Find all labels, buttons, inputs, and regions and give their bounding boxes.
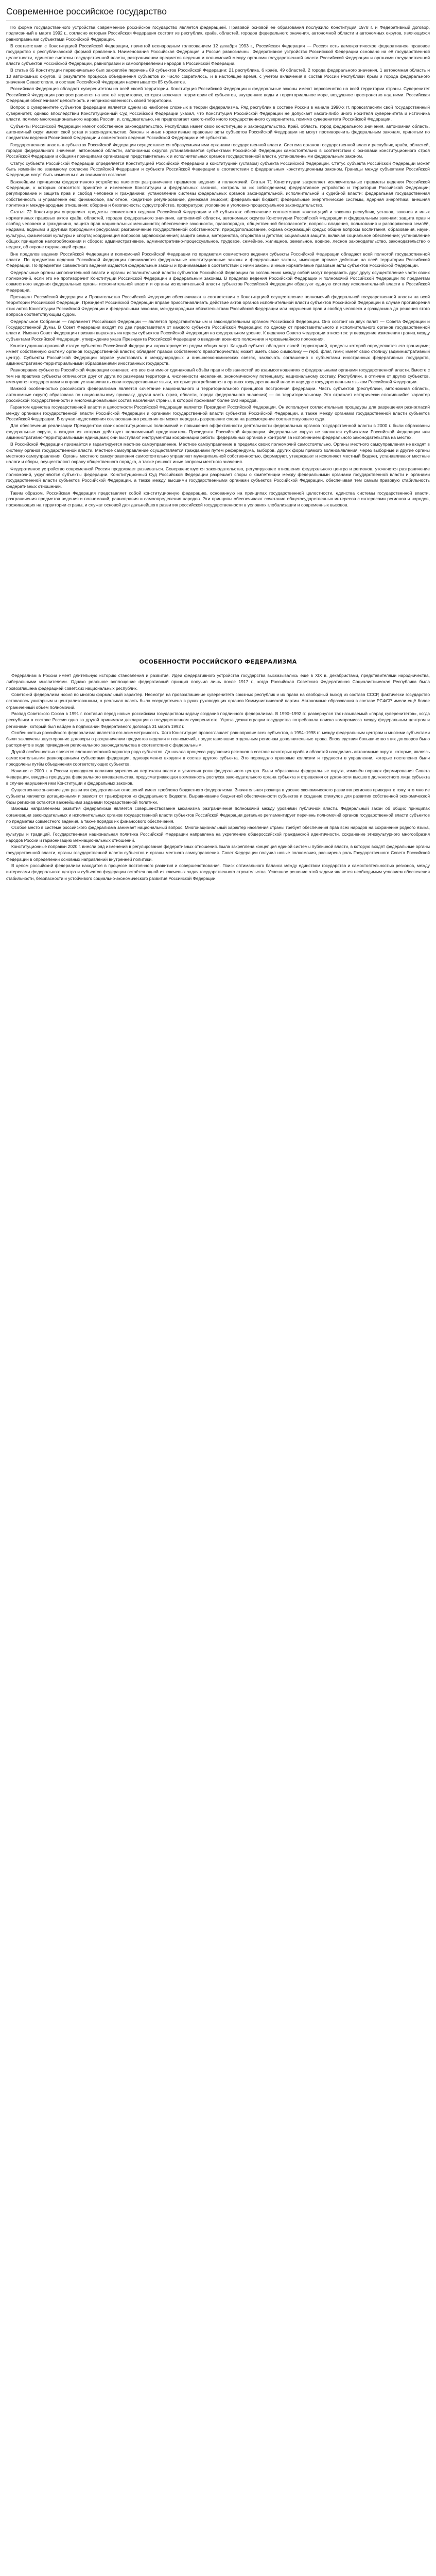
paragraph: Важнейшим принципом федеративного устройства является разграничение предметов ведения и полномочий. Статья 71 Конституции закрепляет исключительные предметы ведения Российской Федерации, к которым относятся: принятие и изменение Конституции и федеральных законов, контроль за их соблюдением; федеративное устройство и территория Российской Федерации; регулирование и защита прав и свобод человека и гражданина; установление системы федеральных органов законодательной, исполнительной и судебной власти; федеральная государственная собственность и управление ею; финансовое, валютное, кредитное регулирование, денежная эмиссия; федеральный бюджет; федеральные энергетические системы, ядерная энергетика; внешняя политика и международные отношения; оборона и безопасность; судоустройство, прокуратура; уголовное и уголовно-процессуальное законодательство. xyxy=(6,179,430,208)
paragraph: В статье 65 Конституции первоначально был закреплён перечень 89 субъектов Российской Федерации: 21 республика, 6 краёв, 49 областей, 2 города федерального значения, 1 автономная область и 10 автономных округов. В результате процесса объединения субъектов их число сократилось, и в настоящее время, с учётом включения в состав России Республики Крым и города федерального значения Севастополя, в составе Российской Федерации насчитывается 85 субъектов. xyxy=(6,67,430,85)
article-body xyxy=(6,25,430,508)
paragraph: Вне пределов ведения Российской Федерации и полномочий Российской Федерации по предметам совместного ведения субъекты Российской Федерации обладают всей полнотой государственной власти. По предметам ведения Российской Федерации принимаются федеральные конституционные законы и федеральные законы, имеющие прямое действие на всей территории Российской Федерации. По предметам совместного ведения издаются федеральные законы и принимаемые в соответствии с ними законы и иные нормативные правовые акты субъектов Российской Федерации. xyxy=(6,251,430,268)
paragraph: Федеративное устройство современной России продолжает развиваться. Совершенствуется законодательство, регулирующее отношения федерального центра и регионов, уточняется разграничение полномочий, укрупняются субъекты федерации. Конституционный Суд Российской Федерации разрешает споры о компетенции между федеральными органами государственной власти и органами государственной власти субъектов Российской Федерации, а также между высшими государственными органами субъектов Российской Федерации, обеспечивая тем самым правовую стабильность федеративных отношений. xyxy=(6,466,430,489)
section-paragraph: Особенностью российского федерализма является его асимметричность. Хотя Конституция провозглашает равноправие всех субъектов, в 1994–1998 гг. между федеральным центром и многими субъектами были заключены двусторонние договоры о разграничении предметов ведения и полномочий, предоставлявшие отдельным регионам дополнительные права. Впоследствии большинство этих договоров было расторгнуто в ходе приведения регионального законодательства в соответствие с федеральным. xyxy=(6,730,430,748)
section-paragraph: Важным направлением развития федерализма является совершенствование механизма разграничения полномочий между уровнями публичной власти. Федеральный закон об общих принципах организации законодательных и исполнительных органов государственной власти субъектов Российской Федерации детально регламентирует перечень полномочий органов государственной власти субъектов по предметам совместного ведения, а также порядок их финансового обеспечения. xyxy=(6,806,430,824)
paragraph: Вопрос о суверенитете субъектов федерации является одним из наиболее сложных в теории федерализма. Ряд республик в составе России в начале 1990-х гг. провозгласили свой государственный суверенитет, однако впоследствии Конституционный Суд Российской Федерации указал, что Конституция Российской Федерации не допускает какого-либо иного носителя суверенитета и источника власти, помимо многонационального народа России, и, следовательно, не предполагает какого-либо иного государственного суверенитета, помимо суверенитета Российской Федерации. xyxy=(6,105,430,122)
paragraph: Субъекты Российской Федерации имеют собственное законодательство. Республика имеет свою конституцию и законодательство. Край, область, город федерального значения, автономная область, автономный округ имеют свой устав и законодательство. Законы и иные нормативные правовые акты субъектов Российской Федерации не могут противоречить федеральным законам, принятым по предметам ведения Российской Федерации и совместного ведения Российской Федерации и её субъектов. xyxy=(6,123,430,141)
section-spacer xyxy=(6,509,430,658)
page-title: Современное российское государство xyxy=(6,6,430,21)
paragraph: В Российской Федерации признаётся и гарантируется местное самоуправление. Местное самоуправление в пределах своих полномочий самостоятельно. Органы местного самоуправления не входят в систему органов государственной власти. Местное самоуправление осуществляется гражданами путём референдума, выборов, других форм прямого волеизъявления, через выборные и другие органы местного самоуправления. Органы местного самоуправления самостоятельно управляют муниципальной собственностью, формируют, утверждают и исполняют местный бюджет, устанавливают местные налоги и сборы, осуществляют охрану общественного порядка, а также решают иные вопросы местного значения. xyxy=(6,442,430,465)
section-paragraph: Конституционные поправки 2020 г. внесли ряд изменений в регулирование федеративных отношений. Была закреплена концепция единой системы публичной власти, в которую входят федеральные органы государственной власти, органы государственной власти субъектов и органы местного самоуправления. Совет Федерации получил новые полномочия, расширена роль Государственного Совета Российской Федерации в определении основных направлений внутренней политики. xyxy=(6,844,430,862)
paragraph: Статья 72 Конституции определяет предметы совместного ведения Российской Федерации и её субъектов: обеспечение соответствия конституций и законов республик, уставов, законов и иных нормативных правовых актов краёв, областей, городов федерального значения, автономной области, автономных округов Конституции Российской Федерации и федеральным законам; защита прав и свобод человека и гражданина, защита прав национальных меньшинств; обеспечение законности, правопорядка, общественной безопасности; вопросы владения, пользования и распоряжения землёй, недрами, водными и другими природными ресурсами; разграничение государственной собственности; природопользование, охрана окружающей среды; общие вопросы воспитания, образования, науки, культуры, физической культуры и спорта; координация вопросов здравоохранения; защита семьи, материнства, отцовства и детства; социальная защита, включая социальное обеспечение; установление общих принципов налогообложения и сборов; административное, административно-процессуальное, трудовое, семейное, жилищное, земельное, водное, лесное законодательство, законодательство о недрах, об охране окружающей среды. xyxy=(6,209,430,250)
paragraph: Таким образом, Российская Федерация представляет собой конституционную федерацию, основанную на принципах государственной целостности, единства системы государственной власти, разграничения предметов ведения и полномочий, равноправия и самоопределения народов. Эти принципы обеспечивают сочетание общегосударственных интересов с интересами регионов и народов, проживающих на территории страны, и служат основой для дальнейшего развития российской государственности в условиях глобализации и современных вызовов. xyxy=(6,490,430,507)
section-heading: ОСОБЕННОСТИ РОССИЙСКОГО ФЕДЕРАЛИЗМА xyxy=(139,658,297,666)
paragraph: Статус субъекта Российской Федерации определяется Конституцией Российской Федерации и конституцией (уставом) субъекта Российской Федерации. Статус субъекта Российской Федерации может быть изменён по взаимному согласию Российской Федерации и субъекта Российской Федерации в соответствии с федеральным конституционным законом. Границы между субъектами Российской Федерации могут быть изменены с их взаимного согласия. xyxy=(6,160,430,178)
paragraph: Федеральное Собрание — парламент Российской Федерации — является представительным и законодательным органом Российской Федерации. Оно состоит из двух палат — Совета Федерации и Государственной Думы. В Совет Федерации входят по два представителя от каждого субъекта Российской Федерации: по одному от представительного и исполнительного органов государственной власти. Именно Совет Федерации призван выражать интересы субъектов Российской Федерации на федеральном уровне. К ведению Совета Федерации относятся: утверждение изменения границ между субъектами Российской Федерации, утверждение указа Президента Российской Федерации о введении военного положения и чрезвычайного положения. xyxy=(6,318,430,342)
paragraph: Президент Российской Федерации и Правительство Российской Федерации обеспечивают в соответствии с Конституцией осуществление полномочий федеральной государственной власти на всей территории Российской Федерации. Президент Российской Федерации вправе приостанавливать действие актов органов исполнительной власти субъектов Российской Федерации в случае противоречия этих актов Конституции Российской Федерации и федеральным законам, международным обязательствам Российской Федерации или нарушения прав и свобод человека и гражданина до решения этого вопроса соответствующим судом. xyxy=(6,294,430,317)
section-paragraph: Советский федерализм носил во многом формальный характер. Несмотря на провозглашение суверенитета союзных республик и их права на свободный выход из состава СССР, фактически государство оставалось унитарным и централизованным, а реальная власть была сосредоточена в руках руководящих органов Коммунистической партии. Автономные образования в составе РСФСР имели ещё более ограниченный объём полномочий. xyxy=(6,692,430,710)
section-paragraph: Федерализм в России имеет длительную историю становления и развития. Идеи федеративного устройства государства высказывались ещё в XIX в. декабристами, представителями народничества, либеральными мыслителями. Однако реальное воплощение федеративный принцип получил лишь после 1917 г., когда Российская Советская Федеративная Социалистическая Республика была провозглашена федерацией советских национальных республик. xyxy=(6,673,430,691)
section-paragraph: Начиная с 2000 г. в России проводится политика укрепления вертикали власти и усиления роли федерального центра. Были образованы федеральные округа, изменён порядок формирования Совета Федерации, введена процедура федерального вмешательства, предусматривающая возможность роспуска законодательного органа субъекта и отрешения от должности высшего должностного лица субъекта в случае нарушения ими Конституции и федеральных законов. xyxy=(6,768,430,786)
paragraph: Государственная власть в субъектах Российской Федерации осуществляется образуемыми ими органами государственной власти. Система органов государственной власти республик, краёв, областей, городов федерального значения, автономной области, автономных округов устанавливается субъектами Российской Федерации самостоятельно в соответствии с основами конституционного строя Российской Федерации и общими принципами организации представительных и исполнительных органов государственной власти, установленными федеральным законом. xyxy=(6,142,430,159)
paragraph: В соответствии с Конституцией Российской Федерации, принятой всенародным голосованием 12 декабря 1993 г., Российская Федерация — Россия есть демократическое федеративное правовое государство с республиканской формой правления. Наименования Российская Федерация и Россия равнозначны. Федеративное устройство Российской Федерации основано на её государственной целостности, единстве системы государственной власти, разграничении предметов ведения и полномочий между органами государственной власти Российской Федерации и органами государственной власти субъектов Российской Федерации, равноправии и самоопределении народов в Российской Федерации. xyxy=(6,43,430,66)
paragraph: Важной особенностью российского федерализма является сочетание национального и территориального принципов построения федерации. Часть субъектов (республики, автономная область, автономные округа) образована по национальному признаку, другая часть (края, области, города федерального значения) — по территориальному. Это отражает исторически сложившийся характер российской государственности и многонациональный состав населения страны, в которой проживает более 190 народов. xyxy=(6,386,430,403)
paragraph: Равноправие субъектов Российской Федерации означает, что все они имеют одинаковый объём прав и обязанностей во взаимоотношениях с федеральными органами государственной власти. Вместе с тем на практике субъекты отличаются друг от друга по размерам территории, численности населения, экономическому потенциалу, национальному составу. Республики, в отличие от других субъектов, именуются государствами и вправе устанавливать свои государственные языки, которые употребляются в органах государственной власти наряду с государственным языком Российской Федерации. xyxy=(6,367,430,384)
paragraph: Российская Федерация обладает суверенитетом на всей своей территории. Конституция Российской Федерации и федеральные законы имеют верховенство на всей территории страны. Суверенитет Российской Федерации распространяется на всю её территорию, которая включает территории её субъектов, внутренние воды и территориальное море, воздушное пространство над ними. Российская Федерация обеспечивает целостность и неприкосновенность своей территории. xyxy=(6,86,430,104)
section-paragraph: Существенное значение для развития федеративных отношений имеет проблема бюджетного федерализма. Значительная разница в уровне экономического развития регионов приводит к тому, что многие субъекты являются дотационными и зависят от трансфертов из федерального бюджета. Выравнивание бюджетной обеспеченности субъектов и создание стимулов для развития собственной экономической базы регионов остаются важнейшими задачами государственной политики. xyxy=(6,787,430,805)
paragraph: По форме государственного устройства современное российское государство является федерацией. Правовой основой её образования послужило Конституция 1978 г. и Федеративный договор, подписанный в марте 1992 г., согласно которым Российская Федерация состоит из республик, краёв, областей, городов федерального значения, автономной области и автономных округов, являющихся равноправными субъектами Российской Федерации. xyxy=(6,25,430,42)
section-paragraph: Особое место в системе российского федерализма занимает национальный вопрос. Многонациональный характер населения страны требует обеспечения прав всех народов на сохранение родного языка, культуры и традиций. Государственная национальная политика Российской Федерации направлена на укрепление общероссийской гражданской идентичности, сохранение этнокультурного многообразия народов России и гармонизацию межнациональных отношений. xyxy=(6,825,430,843)
section-paragraph: Распад Советского Союза в 1991 г. поставил перед новым российским государством задачу создания подлинного федерализма. В 1990–1992 гг. развернулся так называемый «парад суверенитетов», когда республики в составе России одна за другой принимали декларации о государственном суверенитете. Угроза дезинтеграции государства потребовала поиска компромисса между федеральным центром и регионами, который был найден в подписании Федеративного договора 31 марта 1992 г. xyxy=(6,710,430,729)
paragraph: Для обеспечения реализации Президентом своих конституционных полномочий и повышения эффективности деятельности федеральных органов государственной власти в 2000 г. были образованы федеральные округа, в каждом из которых действует полномочный представитель Президента Российской Федерации. Федеральные округа не являются субъектами Российской Федерации или административно-территориальными единицами; они выступают инструментом координации работы федеральных органов и контроля за исполнением федерального законодательства на местах. xyxy=(6,423,430,440)
section-body xyxy=(6,672,430,882)
paragraph: Конституционно-правовой статус субъектов Российской Федерации характеризуется рядом общих черт. Каждый субъект обладает своей территорией, пределы которой определяются его границами; имеет собственную систему органов государственной власти; обладает правом собственного правотворчества; может иметь свою символику — герб, флаг, гимн; имеет свою столицу (административный центр). Субъекты Российской Федерации вправе участвовать в международных и внешнеэкономических связях, заключать соглашения с субъектами иностранных федеративных государств, административно-территориальными образованиями иностранных государств. xyxy=(6,343,430,366)
section-paragraph: В целом российский федерализм находится в процессе постоянного развития и совершенствования. Поиск оптимального баланса между единством государства и самостоятельностью регионов, между интересами федерального центра и субъектов федерации остаётся одной из ключевых задач государственного строительства. Успешное решение этой задачи является необходимым условием обеспечения стабильности, безопасности и устойчивого социально-экономического развития Российской Федерации. xyxy=(6,863,430,881)
section-paragraph: Другой особенностью является сложносоставной характер ряда субъектов. До начала процесса укрупнения регионов в составе некоторых краёв и областей находились автономные округа, которые, являясь самостоятельными равноправными субъектами федерации, одновременно входили в состав другого субъекта. Это порождало правовые коллизии и трудности в управлении, которые постепенно были преодолены путём объединения соответствующих субъектов. xyxy=(6,749,430,767)
paragraph: Федеральные органы исполнительной власти и органы исполнительной власти субъектов Российской Федерации по соглашению между собой могут передавать друг другу осуществление части своих полномочий, если это не противоречит Конституции Российской Федерации и федеральным законам. В пределах ведения Российской Федерации и полномочий Российской Федерации по предметам совместного ведения федеральные органы исполнительной власти и органы исполнительной власти субъектов Российской Федерации образуют единую систему исполнительной власти в Российской Федерации. xyxy=(6,269,430,293)
paragraph: Гарантом единства государственной власти и целостности Российской Федерации является Президент Российской Федерации. Он использует согласительные процедуры для разрешения разногласий между органами государственной власти Российской Федерации и органами государственной власти субъектов Российской Федерации, а также между органами государственной власти субъектов Российской Федерации. В случае недостижения согласованного решения он может передать разрешение спора на рассмотрение соответствующего суда. xyxy=(6,404,430,421)
